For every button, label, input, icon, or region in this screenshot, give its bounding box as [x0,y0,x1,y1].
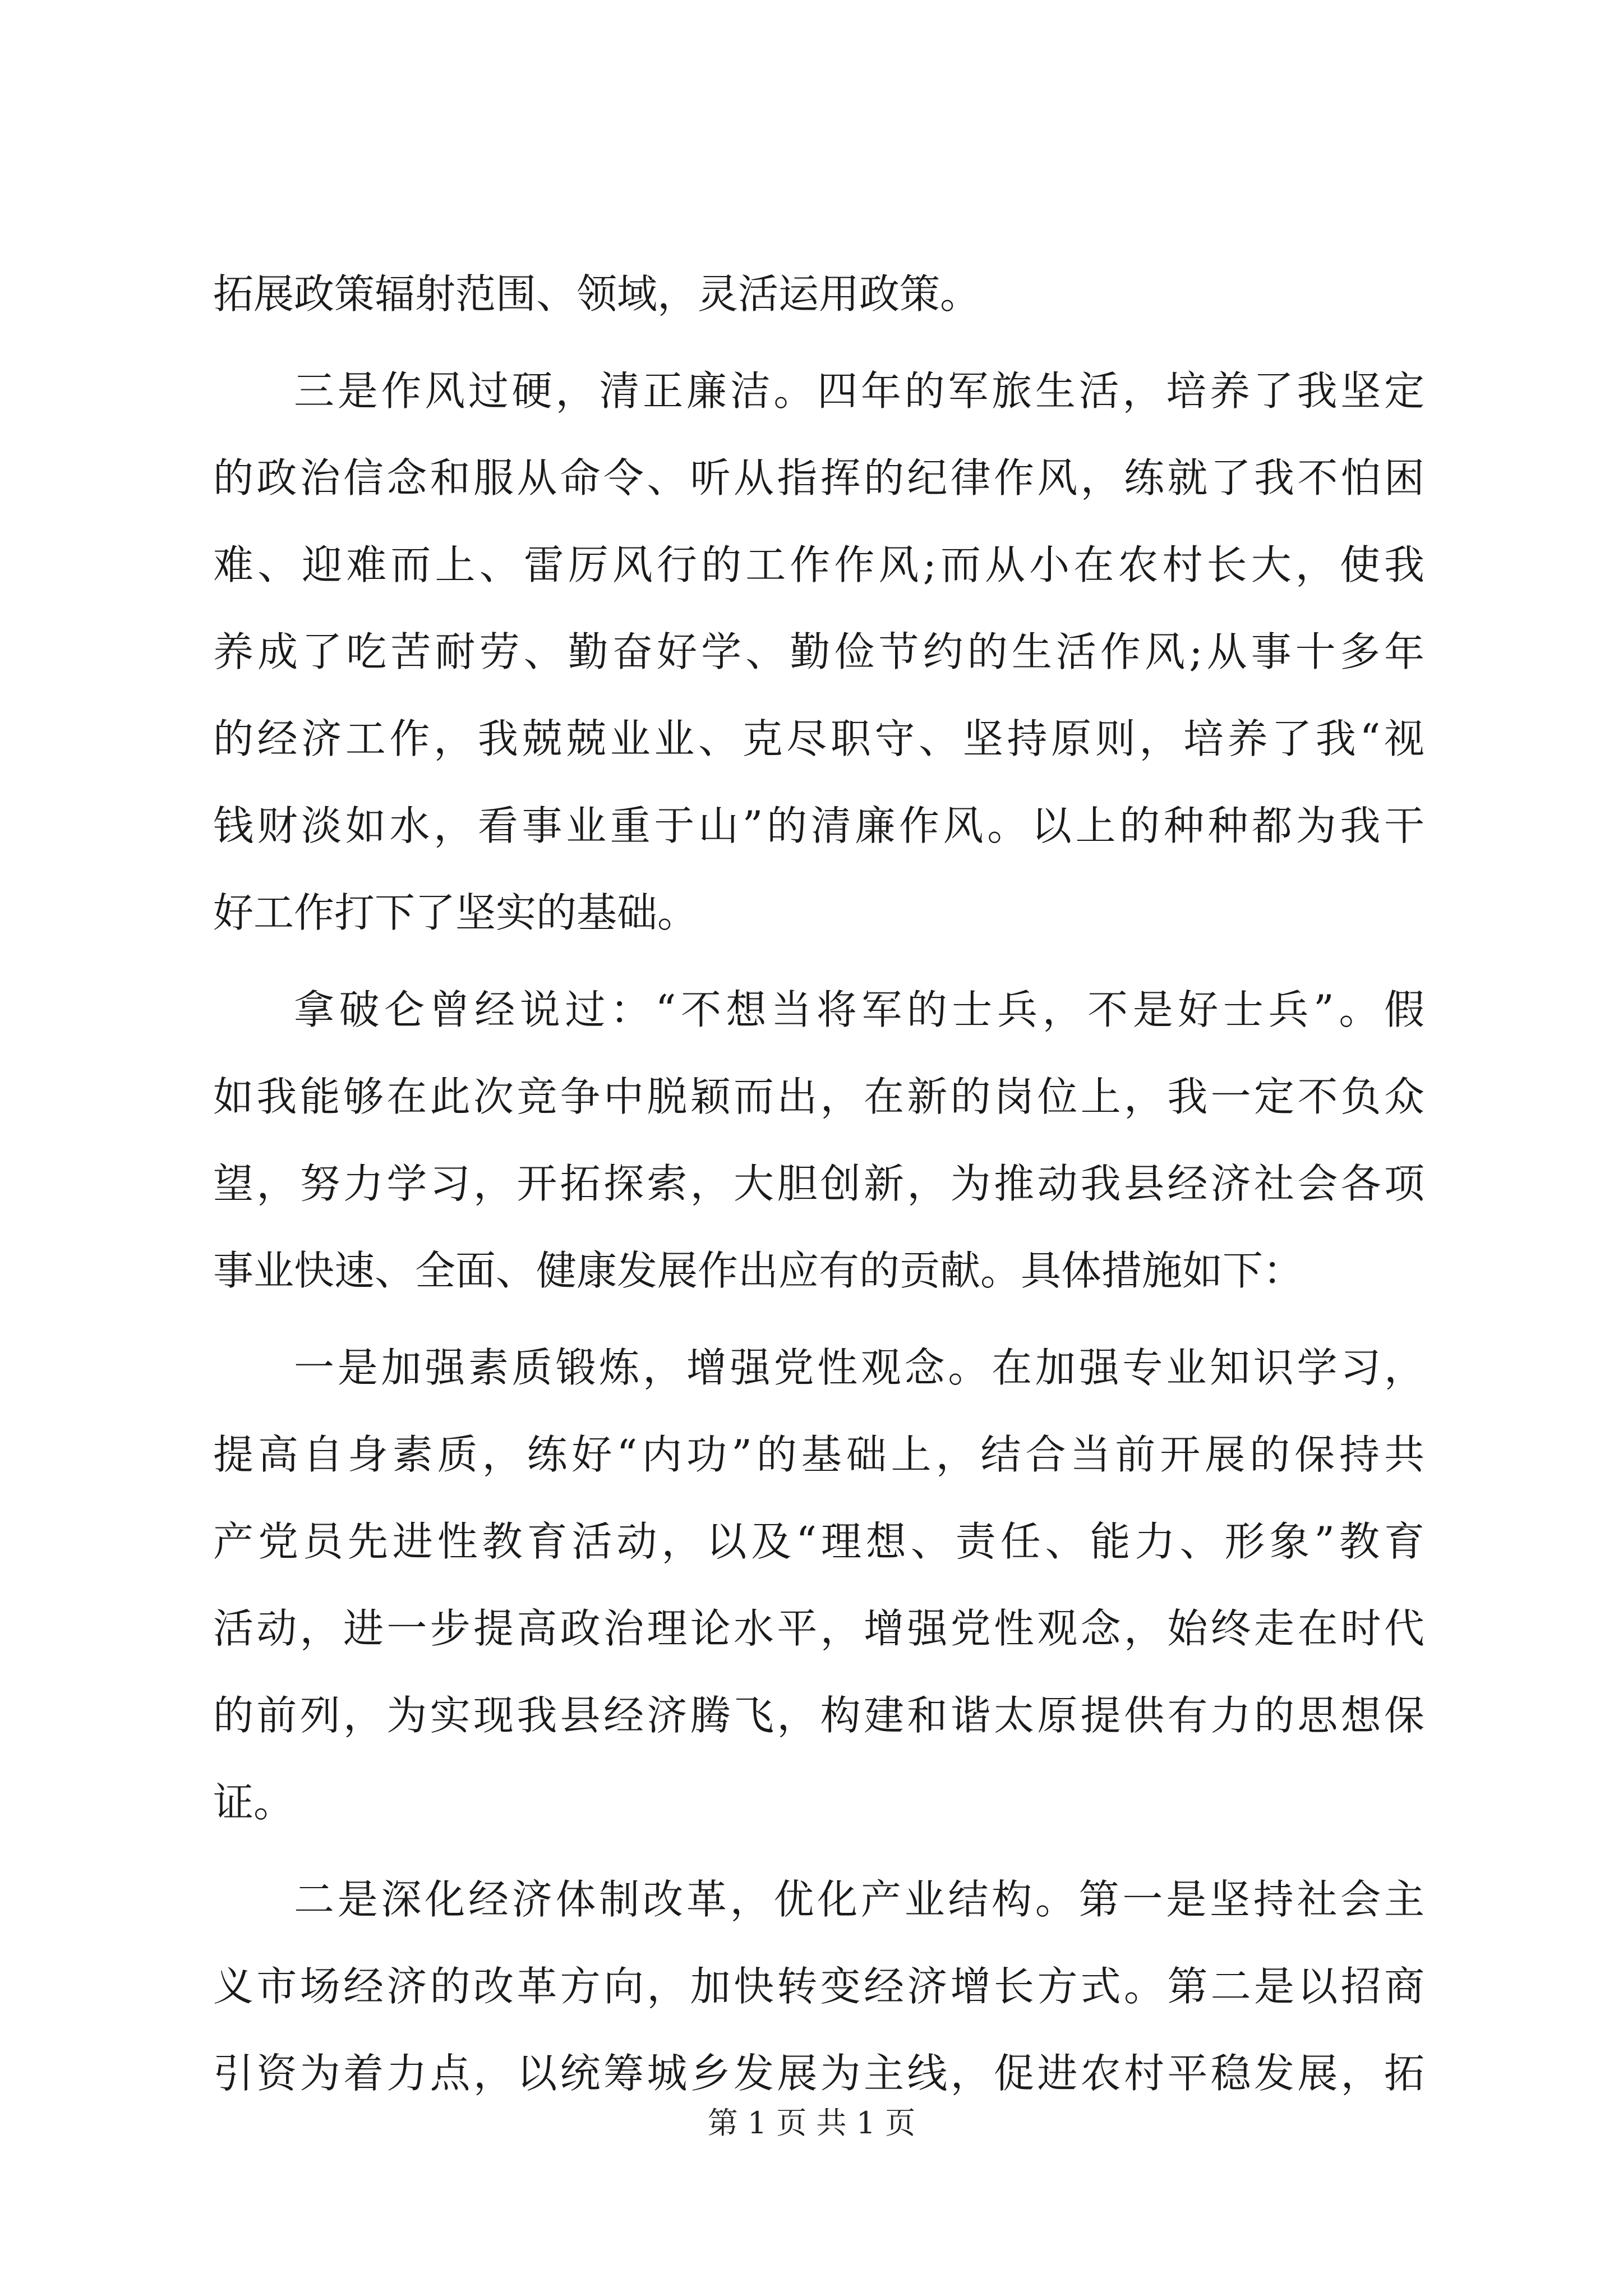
text-line: 义市场经济的改革方向，加快转变经济增长方式。第二是以招商 [213,1963,1424,2010]
text-line: 的政治信念和服从命令、听从指挥的纪律作风，练就了我不怕困 [213,454,1424,501]
text-line: 养成了吃苦耐劳、勤奋好学、勤俭节约的生活作风;从事十多年 [213,628,1424,675]
text-line: 望，努力学习，开拓探索，大胆创新，为推动我县经济社会各项 [213,1160,1424,1207]
text-line: 三是作风过硬，清正廉洁。四年的军旅生活，培养了我坚定 [294,367,1424,415]
text-line: 提高自身素质，练好“内功”的基础上，结合当前开展的保持共 [213,1431,1424,1478]
text-line: 一是加强素质锻炼，增强党性观念。在加强专业知识学习， [294,1344,1424,1391]
text-line: 拓展政策辐射范围、领域，灵活运用政策。 [213,270,981,318]
text-line: 好工作打下了坚实的基础。 [213,889,698,936]
text-line: 事业快速、全面、健康发展作出应有的贡献。具体措施如下： [213,1247,1304,1294]
page-number-footer: 第 1 页 共 1 页 [707,2105,916,2141]
text-line: 钱财淡如水，看事业重于山”的清廉作风。以上的种种都为我干 [213,802,1424,849]
text-line: 拿破仑曾经说过：“不想当将军的士兵，不是好士兵”。假 [294,986,1424,1033]
text-line: 证。 [213,1779,294,1826]
paragraph-2 [213,348,1424,956]
text-line: 难、迎难而上、雷厉风行的工作作风;而从小在农村长大，使我 [213,541,1424,588]
text-line: 如我能够在此次竞争中脱颖而出，在新的岗位上，我一定不负众 [213,1073,1424,1120]
text-line: 的前列，为实现我县经济腾飞，构建和谐太原提供有力的思想保 [213,1692,1424,1739]
text-line: 的经济工作，我兢兢业业、克尽职守、坚持原则，培养了我“视 [213,715,1424,762]
text-line: 二是深化经济体制改革，优化产业结构。第一是坚持社会主 [294,1876,1424,1923]
text-line: 产党员先进性教育活动，以及“理想、责任、能力、形象”教育 [213,1518,1424,1565]
paragraph-1 [213,251,1424,338]
paragraph-3 [213,967,1424,1314]
text-line: 引资为着力点，以统筹城乡发展为主线，促进农村平稳发展，拓 [213,2050,1424,2097]
document-body [213,251,1424,2117]
paragraph-5 [213,1856,1424,2117]
text-line: 活动，进一步提高政治理论水平，增强党性观念，始终走在时代 [213,1605,1424,1652]
paragraph-4 [213,1324,1424,1846]
